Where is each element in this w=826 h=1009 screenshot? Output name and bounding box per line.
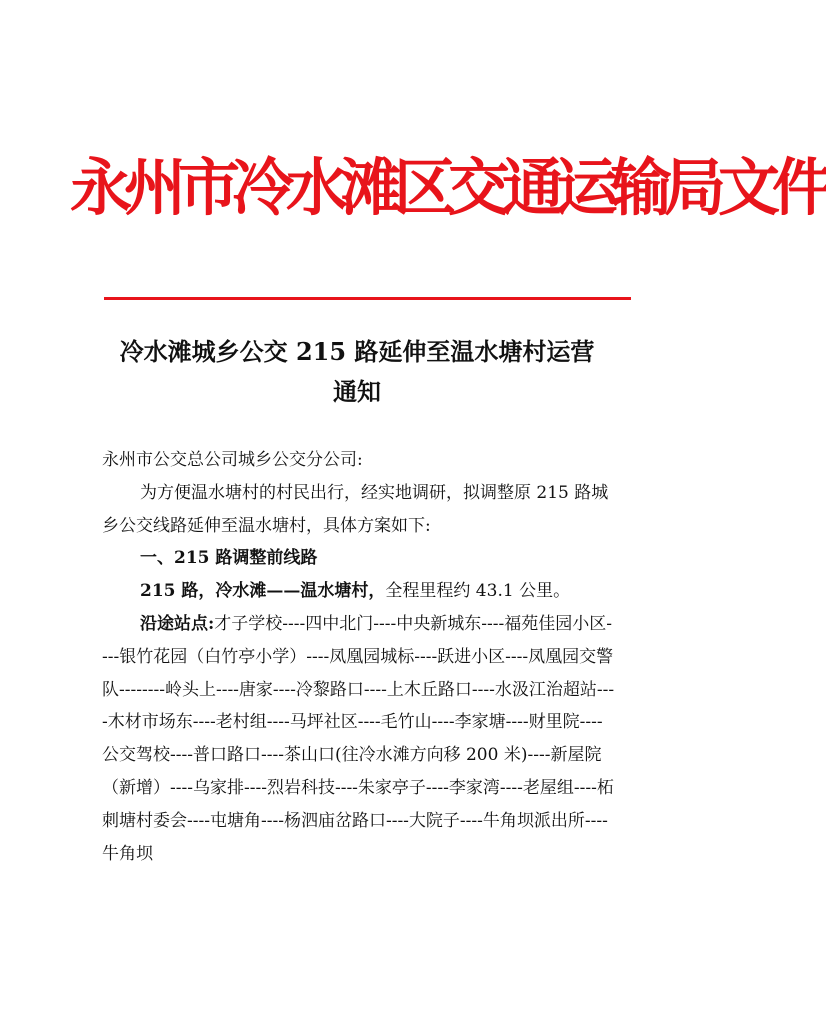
stops-label: 沿途站点: (140, 613, 215, 634)
route-paragraph (102, 575, 616, 608)
document-title (82, 332, 632, 412)
route-name: 215 路，冷水滩——温水塘村， (140, 581, 386, 602)
title-line-1: 冷水滩城乡公交 215 路延伸至温水塘村运营 (119, 337, 595, 366)
document-body (102, 444, 616, 870)
section-heading-1: 一、215 路调整前线路 (140, 548, 318, 569)
document-masthead: 永州市冷水滩区交通运输局文件 (70, 151, 826, 224)
route-length: 全程里程约 43.1 公里。 (385, 581, 571, 602)
salutation: 永州市公交总公司城乡公交分公司: (102, 450, 363, 470)
title-line-2: 通知 (333, 377, 381, 406)
stops-list: 才子学校----四中北门----中央新城东----福苑佳园小区----银竹花园（白竹亭小学）----凤凰园城标----跃进小区----凤凰园交警队--------岭头上----唐家----冷黎路口----上木丘路口----水汲江治超站----木材市场东----老村组----马坪社区----毛竹山----李家塘----财里院----公交驾校----普口路口----茶山口(往冷水滩方向移 200 米)----新屋院（新增）----乌家排----烈岩科技----朱家亭子----李家湾----老屋组----柘刺塘村委会----屯塘角----杨泗庙岔路口----大院子----牛角坝派出所----牛角坝 (102, 613, 615, 864)
red-separator-line (104, 297, 631, 300)
stops-paragraph (102, 608, 616, 870)
intro-paragraph: 为方便温水塘村的村民出行，经实地调研，拟调整原 215 路城乡公交线路延伸至温水塘村，具体方案如下: (102, 482, 609, 536)
